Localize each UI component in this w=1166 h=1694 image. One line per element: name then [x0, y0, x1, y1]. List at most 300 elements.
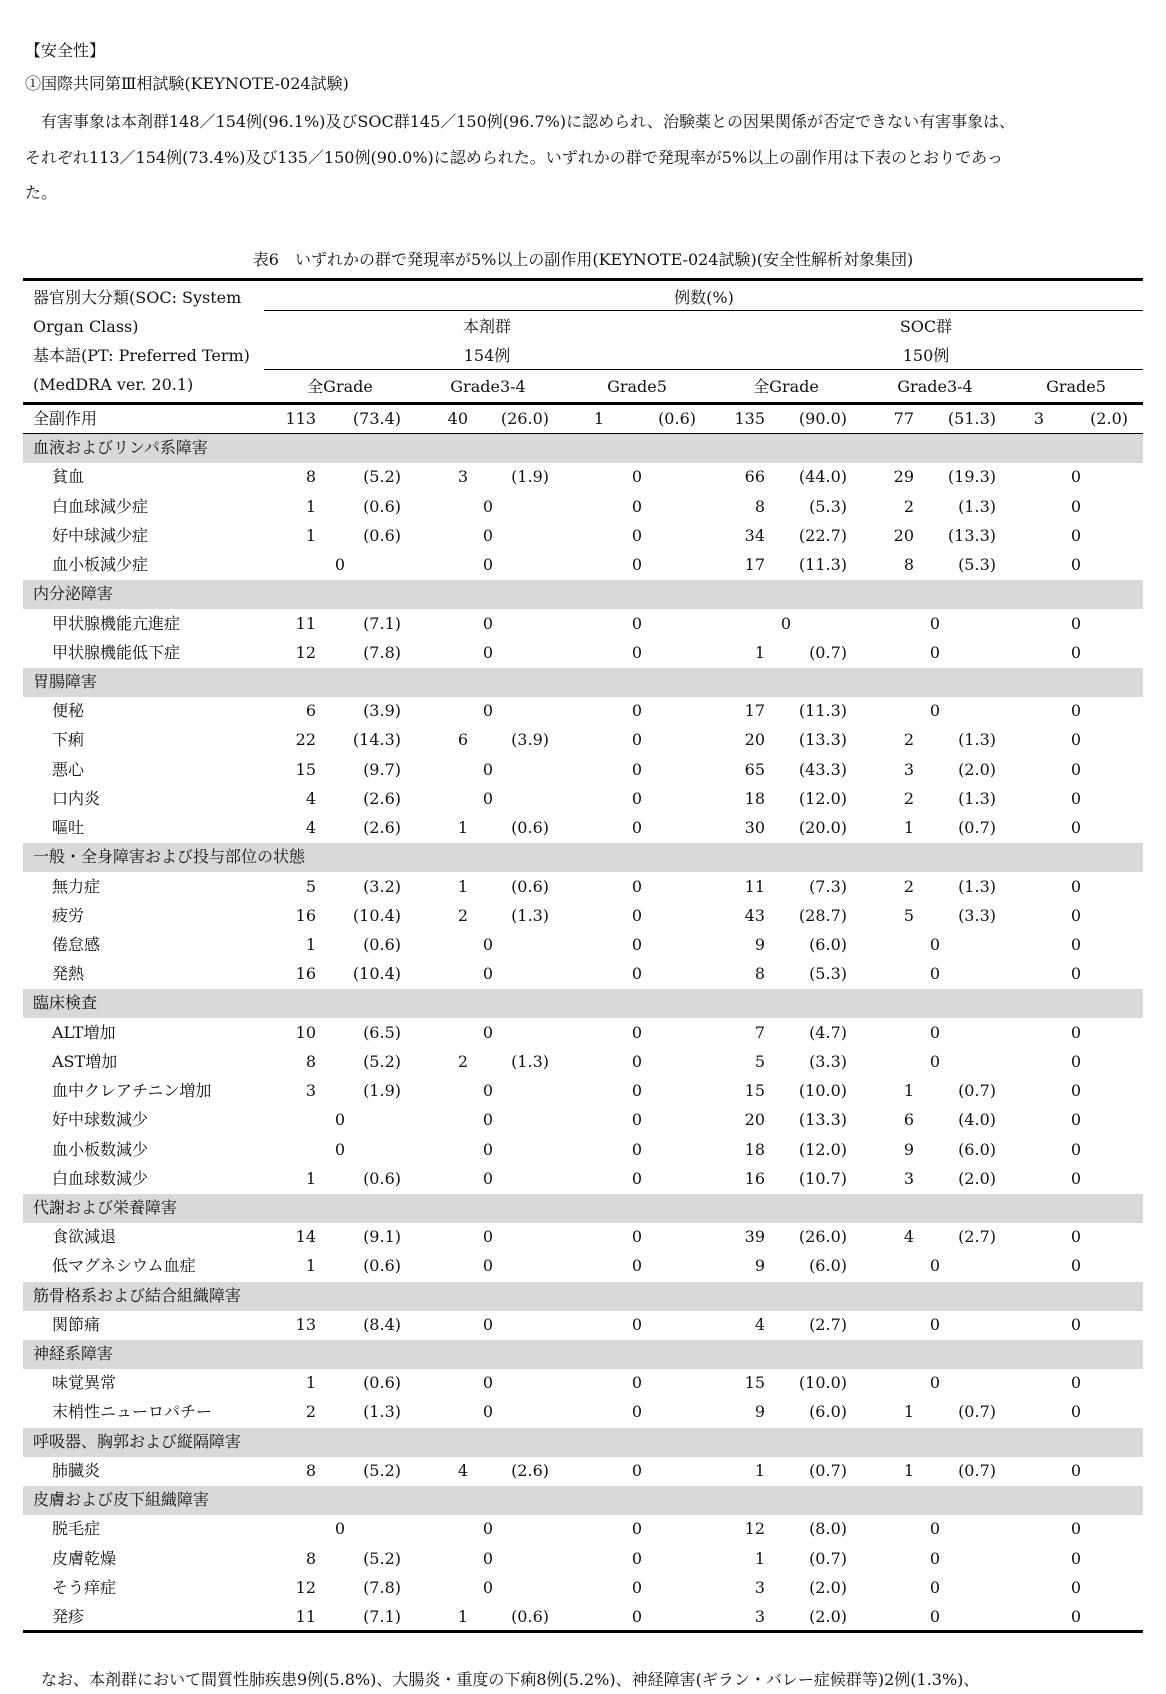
- percentage: (2.0): [809, 1577, 847, 1597]
- case-count: 65: [744, 759, 765, 779]
- case-count: 9: [754, 1402, 765, 1422]
- case-count: 1: [305, 525, 316, 545]
- soc-category-row: [23, 1428, 1143, 1457]
- table-row: [23, 1369, 1143, 1398]
- term-name: 倦怠感: [52, 934, 101, 954]
- percentage: (1.3): [958, 876, 996, 896]
- case-count: 6: [903, 1110, 914, 1130]
- table-row: [23, 726, 1143, 755]
- term-name: 好中球数減少: [52, 1110, 149, 1130]
- case-count: 66: [744, 467, 765, 487]
- percentage: (14.3): [352, 730, 401, 750]
- case-count: 0: [1070, 1051, 1082, 1071]
- percentage: (1.3): [511, 905, 549, 925]
- case-count: 0: [482, 1227, 494, 1247]
- percentage: (0.7): [958, 818, 996, 838]
- percentage: (2.0): [809, 1607, 847, 1627]
- percentage: (90.0): [798, 409, 847, 428]
- term-name: 発疹: [52, 1607, 85, 1627]
- percentage: (13.3): [798, 1110, 847, 1130]
- case-count: 0: [1070, 1548, 1082, 1568]
- case-count: 1: [305, 496, 316, 516]
- case-count: 0: [482, 964, 494, 984]
- table-row: [23, 1048, 1143, 1077]
- percentage: (6.0): [809, 1256, 847, 1276]
- soc-name: 臨床検査: [33, 993, 98, 1013]
- case-count: 8: [305, 1460, 316, 1480]
- case-count: 20: [893, 525, 914, 545]
- case-count: 40: [447, 409, 468, 428]
- case-count: 1: [903, 818, 914, 838]
- case-count: 1: [593, 409, 604, 428]
- case-count: 4: [754, 1314, 765, 1334]
- term-name: 白血球数減少: [52, 1168, 149, 1188]
- percentage: (73.4): [352, 409, 401, 428]
- table-row: [23, 1603, 1143, 1632]
- header-divider-2: [264, 369, 1143, 370]
- case-count: 18: [744, 788, 765, 808]
- table-row: [23, 1545, 1143, 1574]
- case-count: 3: [305, 1081, 316, 1101]
- term-name: 便秘: [52, 701, 85, 721]
- table-row: [23, 1019, 1143, 1048]
- percentage: (5.2): [363, 1460, 401, 1480]
- table-row: [23, 697, 1143, 726]
- case-count: 1: [754, 642, 765, 662]
- case-count: 17: [744, 701, 765, 721]
- case-count: 0: [334, 1110, 346, 1130]
- percentage: (0.6): [511, 876, 549, 896]
- term-name: 貧血: [52, 467, 85, 487]
- case-count: 2: [903, 876, 914, 896]
- percentage: (12.0): [798, 788, 847, 808]
- percentage: (0.6): [363, 496, 401, 516]
- percentage: (0.7): [809, 1460, 847, 1480]
- percentage: (9.7): [363, 759, 401, 779]
- term-name: 肺臓炎: [52, 1460, 101, 1480]
- case-count: 14: [295, 1227, 316, 1247]
- case-count: 0: [1070, 905, 1082, 925]
- case-count: 4: [903, 1227, 914, 1247]
- term-name: 関節痛: [52, 1314, 101, 1334]
- percentage: (10.4): [352, 905, 401, 925]
- case-count: 0: [482, 642, 494, 662]
- percentage: (0.6): [363, 1168, 401, 1188]
- percentage: (0.6): [363, 1256, 401, 1276]
- case-count: 5: [903, 905, 914, 925]
- case-count: 30: [744, 818, 765, 838]
- percentage: (0.6): [363, 1373, 401, 1393]
- case-count: 0: [1070, 759, 1082, 779]
- case-count: 0: [1070, 525, 1082, 545]
- table-row: [23, 405, 1143, 434]
- case-count: 20: [744, 1110, 765, 1130]
- percentage: (2.6): [363, 788, 401, 808]
- case-count: 12: [744, 1519, 765, 1539]
- case-count: 0: [631, 1022, 643, 1042]
- soc-category-row: [23, 434, 1143, 463]
- case-count: 5: [754, 1051, 765, 1071]
- table-row: [23, 1311, 1143, 1340]
- table-row: [23, 785, 1143, 814]
- table-row: [23, 1398, 1143, 1427]
- case-count: 8: [305, 1548, 316, 1568]
- case-count: 34: [744, 525, 765, 545]
- case-count: 0: [631, 701, 643, 721]
- percentage: (2.6): [363, 818, 401, 838]
- case-count: 0: [1070, 934, 1082, 954]
- soc-name: 胃腸障害: [33, 671, 98, 691]
- case-count: 11: [295, 1607, 316, 1627]
- percentage: (9.1): [363, 1227, 401, 1247]
- percentage: (3.2): [363, 876, 401, 896]
- case-count: 0: [482, 934, 494, 954]
- percentage: (1.3): [511, 1051, 549, 1071]
- case-count: 0: [631, 905, 643, 925]
- percentage: (0.7): [958, 1081, 996, 1101]
- percentage: (0.6): [363, 525, 401, 545]
- case-count: 0: [929, 642, 941, 662]
- percentage: (7.8): [363, 1577, 401, 1597]
- soc-name: 一般・全身障害および投与部位の状態: [33, 847, 306, 867]
- case-count: 0: [780, 613, 792, 633]
- percentage: (2.7): [958, 1227, 996, 1247]
- case-count: 0: [631, 1402, 643, 1422]
- case-count: 0: [482, 1168, 494, 1188]
- case-count: 0: [1070, 1081, 1082, 1101]
- table-row: [23, 1077, 1143, 1106]
- soc-category-row: [23, 668, 1143, 697]
- case-count: 1: [754, 1548, 765, 1568]
- table-bottom-rule: [23, 1630, 1143, 1633]
- footer-text: なお、本剤群において間質性肺疾患9例(5.8%)、大腸炎・重度の下痢8例(5.2%)、神経障害(ギラン・バレー症候群等)2例(1.3%)、: [25, 1670, 980, 1689]
- case-count: 0: [1070, 701, 1082, 721]
- case-count: 0: [631, 525, 643, 545]
- table-caption: 表6 いずれかの群で発現率が5%以上の副作用(KEYNOTE-024試験)(安全性解析対象集団): [252, 250, 914, 269]
- case-count: 0: [929, 613, 941, 633]
- soc-category-row: [23, 843, 1143, 872]
- case-count: 0: [1070, 964, 1082, 984]
- group-n-soc: 150例: [902, 346, 950, 365]
- percentage: (44.0): [798, 467, 847, 487]
- percentage: (7.1): [363, 613, 401, 633]
- percentage: (28.7): [798, 905, 847, 925]
- term-name: 食欲減退: [52, 1227, 117, 1247]
- percentage: (7.8): [363, 642, 401, 662]
- case-count: 0: [929, 1256, 941, 1276]
- case-count: 9: [754, 934, 765, 954]
- case-count: 20: [744, 730, 765, 750]
- percentage: (0.6): [511, 818, 549, 838]
- soc-name: 血液およびリンパ系障害: [33, 438, 208, 458]
- percentage: (0.7): [809, 642, 847, 662]
- case-count: 0: [1070, 467, 1082, 487]
- grade-header: 全Grade: [753, 377, 819, 396]
- percentage: (5.2): [363, 1051, 401, 1071]
- case-count: 0: [482, 1314, 494, 1334]
- case-count: 0: [482, 613, 494, 633]
- percentage: (1.9): [511, 467, 549, 487]
- case-count: 0: [929, 1519, 941, 1539]
- percentage: (26.0): [500, 409, 549, 428]
- percentage: (10.0): [798, 1373, 847, 1393]
- percentage: (3.9): [363, 701, 401, 721]
- percentage: (6.5): [363, 1022, 401, 1042]
- term-name: 味覚異常: [52, 1373, 117, 1393]
- term-name: 口内炎: [52, 788, 101, 808]
- case-count: 0: [482, 1402, 494, 1422]
- percentage: (26.0): [798, 1227, 847, 1247]
- case-count: 1: [457, 818, 468, 838]
- soc-name: 筋骨格系および結合組織障害: [33, 1285, 242, 1305]
- case-count: 16: [744, 1168, 765, 1188]
- term-name: 嘔吐: [52, 818, 85, 838]
- term-name: 血小板減少症: [52, 555, 149, 575]
- grade-header: Grade5: [607, 377, 667, 396]
- case-count: 3: [754, 1577, 765, 1597]
- case-count: 9: [903, 1139, 914, 1159]
- case-count: 0: [1070, 1577, 1082, 1597]
- case-count: 0: [631, 818, 643, 838]
- case-count: 0: [482, 555, 494, 575]
- case-count: 16: [295, 905, 316, 925]
- soc-name: 内分泌障害: [33, 584, 114, 604]
- case-count: 0: [631, 1227, 643, 1247]
- case-count: 0: [631, 876, 643, 896]
- case-count: 0: [631, 642, 643, 662]
- case-count: 39: [744, 1227, 765, 1247]
- percentage: (8.4): [363, 1314, 401, 1334]
- percentage: (22.7): [798, 525, 847, 545]
- case-count: 8: [754, 496, 765, 516]
- group-name-drug: 本剤群: [462, 317, 512, 336]
- term-name: AST増加: [52, 1051, 118, 1071]
- term-name: 甲状腺機能亢進症: [52, 613, 181, 633]
- case-count: 2: [903, 496, 914, 516]
- term-name: 下痢: [52, 730, 85, 750]
- case-count: 0: [482, 1022, 494, 1042]
- case-count: 4: [305, 818, 316, 838]
- case-count: 0: [631, 1548, 643, 1568]
- percentage: (3.3): [958, 905, 996, 925]
- grade-header: Grade3-4: [897, 377, 973, 396]
- table-row: [23, 551, 1143, 580]
- soc-category-row: [23, 1340, 1143, 1369]
- percentage: (5.2): [363, 467, 401, 487]
- percentage: (20.0): [798, 818, 847, 838]
- percentage: (4.0): [958, 1110, 996, 1130]
- header-label-1: 器官別大分類(SOC: System: [33, 288, 242, 307]
- table-row: [23, 1574, 1143, 1603]
- case-count: 0: [631, 1110, 643, 1130]
- percentage: (6.0): [958, 1139, 996, 1159]
- case-count: 4: [305, 788, 316, 808]
- case-count: 12: [295, 642, 316, 662]
- group-name-soc: SOC群: [899, 317, 953, 336]
- table-row: [23, 1223, 1143, 1252]
- case-count: 0: [631, 1519, 643, 1539]
- case-count: 0: [631, 759, 643, 779]
- case-count: 4: [457, 1460, 468, 1480]
- case-count: 0: [1070, 1139, 1082, 1159]
- case-count: 0: [929, 701, 941, 721]
- table-row: [23, 814, 1143, 843]
- case-count: 0: [631, 1168, 643, 1188]
- case-count: 1: [903, 1081, 914, 1101]
- soc-name: 代謝および栄養障害: [33, 1197, 178, 1217]
- case-count: 0: [1070, 555, 1082, 575]
- header-divider: [264, 310, 1143, 311]
- percentage: (5.3): [809, 964, 847, 984]
- case-count: 0: [631, 788, 643, 808]
- case-count: 0: [482, 701, 494, 721]
- case-count: 0: [631, 1373, 643, 1393]
- case-count: 0: [482, 1577, 494, 1597]
- soc-category-row: [23, 1486, 1143, 1515]
- case-count: 0: [929, 1373, 941, 1393]
- table-row: [23, 522, 1143, 551]
- case-count: 0: [1070, 1460, 1082, 1480]
- case-count: 18: [744, 1139, 765, 1159]
- percentage: (11.3): [798, 555, 847, 575]
- case-count: 0: [482, 1139, 494, 1159]
- case-count: 135: [734, 409, 765, 428]
- soc-category-row: [23, 989, 1143, 1018]
- case-count: 15: [744, 1081, 765, 1101]
- case-count: 0: [1070, 642, 1082, 662]
- case-count: 2: [457, 905, 468, 925]
- case-count: 1: [754, 1460, 765, 1480]
- case-count: 0: [631, 1314, 643, 1334]
- case-count: 2: [457, 1051, 468, 1071]
- case-count: 1: [457, 1607, 468, 1627]
- case-count: 0: [929, 934, 941, 954]
- case-count: 3: [903, 759, 914, 779]
- case-count: 1: [305, 934, 316, 954]
- percentage: (8.0): [809, 1519, 847, 1539]
- case-count: 0: [631, 964, 643, 984]
- case-count: 8: [754, 964, 765, 984]
- case-count: 8: [903, 555, 914, 575]
- percentage: (0.6): [658, 409, 696, 428]
- case-count: 1: [305, 1256, 316, 1276]
- header-label-2: Organ Class): [33, 317, 139, 336]
- case-count: 10: [295, 1022, 316, 1042]
- case-count: 0: [1070, 1607, 1082, 1627]
- percentage: (13.3): [947, 525, 996, 545]
- case-count: 9: [754, 1256, 765, 1276]
- case-count: 11: [295, 613, 316, 633]
- case-count: 0: [482, 759, 494, 779]
- case-count: 5: [305, 876, 316, 896]
- case-count: 0: [631, 1607, 643, 1627]
- section-heading: 【安全性】: [25, 41, 106, 60]
- table-row: [23, 463, 1143, 492]
- case-count: 0: [1070, 818, 1082, 838]
- table-row: [23, 639, 1143, 668]
- case-count: 0: [1070, 1373, 1082, 1393]
- case-count: 113: [285, 409, 316, 428]
- case-count: 13: [295, 1314, 316, 1334]
- case-count: 0: [631, 730, 643, 750]
- paragraph-line-3: た。: [25, 183, 58, 202]
- table-row: [23, 1165, 1143, 1194]
- case-count: 0: [929, 1577, 941, 1597]
- case-count: 0: [631, 1139, 643, 1159]
- case-count: 0: [482, 1081, 494, 1101]
- percentage: (51.3): [947, 409, 996, 428]
- term-name: 好中球減少症: [52, 525, 149, 545]
- case-count: 0: [1070, 1256, 1082, 1276]
- percentage: (2.6): [511, 1460, 549, 1480]
- soc-category-row: [23, 1194, 1143, 1223]
- term-name: 血小板数減少: [52, 1139, 149, 1159]
- case-count: 0: [929, 1607, 941, 1627]
- term-name: 血中クレアチニン増加: [52, 1081, 212, 1101]
- case-count: 0: [482, 525, 494, 545]
- table-row: [23, 1515, 1143, 1544]
- soc-category-row: [23, 580, 1143, 609]
- term-name: 悪心: [52, 759, 85, 779]
- case-count: 8: [305, 467, 316, 487]
- percentage: (6.0): [809, 1402, 847, 1422]
- table-row: [23, 931, 1143, 960]
- table-row: [23, 873, 1143, 902]
- case-count: 1: [305, 1168, 316, 1188]
- case-count: 0: [1070, 1022, 1082, 1042]
- case-count: 0: [1070, 1314, 1082, 1334]
- percentage: (5.2): [363, 1548, 401, 1568]
- term-name: 疲労: [52, 905, 85, 925]
- case-count: 0: [1070, 1227, 1082, 1247]
- case-count: 1: [903, 1460, 914, 1480]
- percentage: (13.3): [798, 730, 847, 750]
- table-row: [23, 610, 1143, 639]
- grade-header: Grade5: [1046, 377, 1106, 396]
- case-count: 17: [744, 555, 765, 575]
- percentage: (2.0): [958, 1168, 996, 1188]
- case-count: 11: [744, 876, 765, 896]
- grade-header: Grade3-4: [450, 377, 526, 396]
- percentage: (11.3): [798, 701, 847, 721]
- case-count: 12: [295, 1577, 316, 1597]
- case-count: 0: [1070, 1519, 1082, 1539]
- percentage: (1.3): [958, 788, 996, 808]
- case-count: 0: [631, 613, 643, 633]
- percentage: (2.0): [958, 759, 996, 779]
- case-count: 1: [903, 1402, 914, 1422]
- case-count: 0: [631, 1256, 643, 1276]
- term-name: 皮膚乾燥: [52, 1548, 117, 1568]
- case-count: 8: [305, 1051, 316, 1071]
- case-count: 2: [903, 730, 914, 750]
- case-count: 6: [457, 730, 468, 750]
- case-count: 0: [1070, 613, 1082, 633]
- case-count: 0: [482, 788, 494, 808]
- case-count: 7: [754, 1022, 765, 1042]
- case-count: 0: [1070, 496, 1082, 516]
- case-count: 0: [482, 1256, 494, 1276]
- term-name: 低マグネシウム血症: [52, 1256, 196, 1276]
- case-count: 3: [903, 1168, 914, 1188]
- case-count: 0: [1070, 1110, 1082, 1130]
- percentage: (7.1): [363, 1607, 401, 1627]
- case-count: 15: [744, 1373, 765, 1393]
- percentage: (5.3): [809, 496, 847, 516]
- header-label-4: (MedDRA ver. 20.1): [33, 375, 194, 394]
- case-count: 1: [305, 1373, 316, 1393]
- case-count: 3: [1033, 409, 1044, 428]
